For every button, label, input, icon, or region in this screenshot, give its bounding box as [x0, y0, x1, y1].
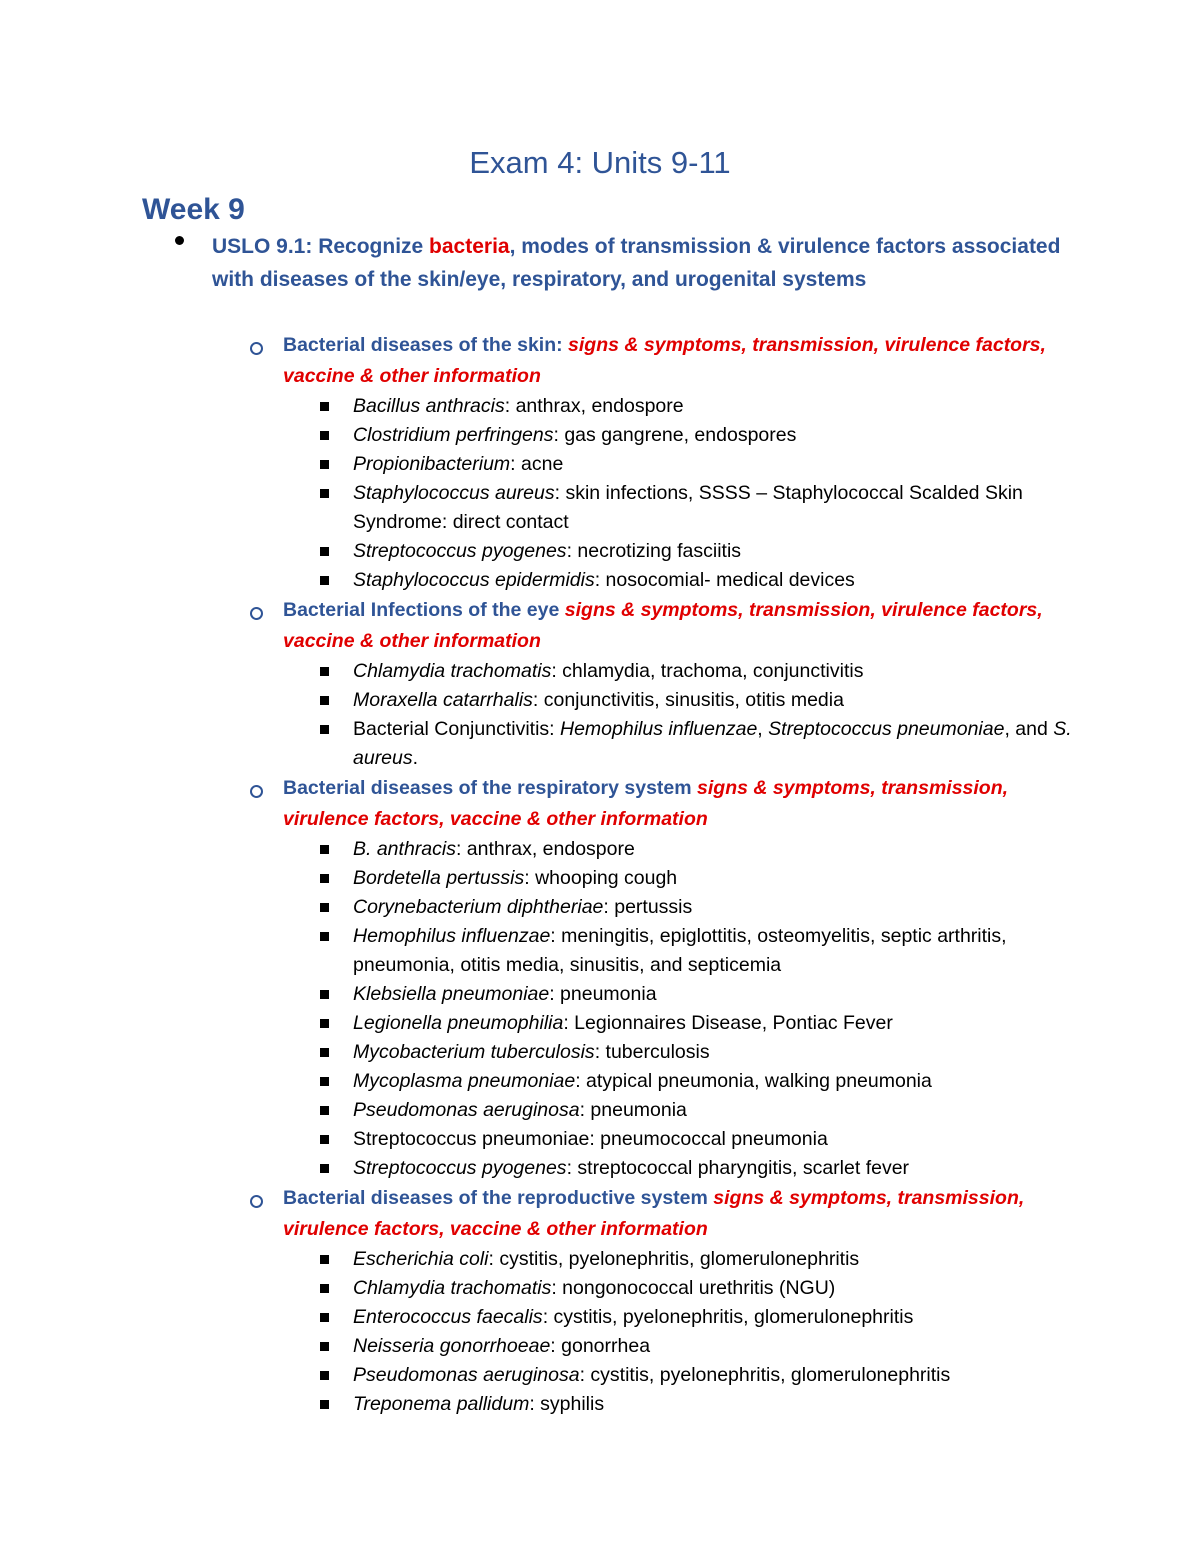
list-item — [353, 686, 1073, 715]
square-bullet-icon — [320, 402, 329, 411]
square-bullet-icon — [320, 547, 329, 556]
section — [0, 330, 1200, 595]
section — [0, 595, 1200, 773]
section-detail: signs & symptoms, transmission, virulence factors, vaccine & other information — [283, 599, 1043, 652]
list-item — [353, 1332, 1073, 1361]
square-bullet-icon — [320, 903, 329, 912]
species-name: Streptococcus pyogenes — [353, 540, 567, 562]
square-bullet-icon — [320, 845, 329, 854]
uslo-highlight: bacteria — [429, 235, 510, 258]
section-heading — [283, 330, 1073, 392]
species-name: Chlamydia trachomatis — [353, 660, 552, 682]
item-description: : whooping cough — [524, 867, 678, 889]
square-bullet-icon — [320, 1313, 329, 1322]
list-item — [353, 715, 1073, 773]
species-name: Legionella pneumophilia — [353, 1012, 564, 1034]
item-description: : meningitis, epiglottitis, osteomyelitis, septic arthritis, pneumonia, otitis media, sinusitis, and septicemia — [353, 925, 1007, 976]
item-description: : cystitis, pyelonephritis, glomerulonephritis — [488, 1248, 860, 1270]
list-item — [353, 1038, 1073, 1067]
item-description: . — [412, 747, 419, 769]
square-bullet-icon — [320, 1164, 329, 1173]
item-description: : tuberculosis — [594, 1041, 710, 1063]
square-bullet-icon — [320, 1284, 329, 1293]
item-list — [0, 835, 1200, 1183]
uslo-suffix: , modes of transmission & virulence factors associated with diseases of the skin/eye, respiratory, and urogenital systems — [212, 235, 1061, 291]
species-name: Moraxella catarrhalis — [353, 689, 533, 711]
item-description: : skin infections, SSSS – Staphylococcal Scalded Skin Syndrome: direct contact — [353, 482, 1023, 533]
square-bullet-icon — [320, 576, 329, 585]
species-name: Treponema pallidum — [353, 1393, 530, 1415]
list-item — [353, 1154, 1073, 1183]
square-bullet-icon — [320, 489, 329, 498]
list-item — [353, 537, 1073, 566]
species-name: Hemophilus influenzae — [560, 718, 758, 740]
item-description: : syphilis — [529, 1393, 605, 1415]
item-description: : gas gangrene, endospores — [553, 424, 797, 446]
square-bullet-icon — [320, 1019, 329, 1028]
species-name: Mycobacterium tuberculosis — [353, 1041, 595, 1063]
list-item — [353, 1274, 1073, 1303]
species-name: Streptococcus pyogenes — [353, 1157, 567, 1179]
list-item — [353, 1125, 1073, 1154]
item-description: : cystitis, pyelonephritis, glomerulonephritis — [542, 1306, 914, 1328]
list-item — [353, 566, 1073, 595]
species-name: B. anthracis — [353, 838, 456, 860]
section-title: Bacterial Infections of the eye — [283, 599, 565, 621]
item-prefix: Bacterial Conjunctivitis: — [353, 718, 560, 740]
item-description: : gonorrhea — [550, 1335, 651, 1357]
section-title: Bacterial diseases of the respiratory system — [283, 777, 698, 799]
square-bullet-icon — [320, 725, 329, 734]
sections-list — [0, 330, 1200, 1419]
species-name: Staphylococcus aureus — [353, 482, 555, 504]
item-list — [0, 657, 1200, 773]
square-bullet-icon — [320, 431, 329, 440]
section-detail: signs & symptoms, transmission, virulence factors, vaccine & other information — [283, 777, 1009, 830]
square-bullet-icon — [320, 990, 329, 999]
item-description: : streptococcal pharyngitis, scarlet fever — [566, 1157, 910, 1179]
item-description: : anthrax, endospore — [504, 395, 684, 417]
square-bullet-icon — [320, 1342, 329, 1351]
section-title: Bacterial diseases of the reproductive system — [283, 1187, 714, 1209]
species-name: Neisseria gonorrhoeae — [353, 1335, 551, 1357]
item-description: : pneumonia — [549, 983, 657, 1005]
species-name: Escherichia coli — [353, 1248, 489, 1270]
item-description: : nosocomial- medical devices — [594, 569, 855, 591]
item-description: : atypical pneumonia, walking pneumonia — [575, 1070, 932, 1092]
item-description: : chlamydia, trachoma, conjunctivitis — [551, 660, 864, 682]
square-bullet-icon — [320, 1077, 329, 1086]
square-bullet-icon — [320, 667, 329, 676]
week-heading: Week 9 — [142, 193, 245, 226]
species-name: Pseudomonas aeruginosa — [353, 1364, 580, 1386]
item-separator: , and — [1004, 718, 1054, 740]
item-description: : cystitis, pyelonephritis, glomerulonephritis — [579, 1364, 951, 1386]
square-bullet-icon — [320, 1048, 329, 1057]
page-title: Exam 4: Units 9-11 — [469, 145, 731, 180]
species-name: Bacillus anthracis — [353, 395, 505, 417]
list-item — [353, 922, 1073, 980]
species-name: Chlamydia trachomatis — [353, 1277, 552, 1299]
section-heading — [283, 773, 1073, 835]
species-name: Streptococcus pneumoniae — [768, 718, 1005, 740]
item-description: : Legionnaires Disease, Pontiac Fever — [563, 1012, 893, 1034]
item-description: : necrotizing fasciitis — [566, 540, 742, 562]
item-description: : pneumonia — [579, 1099, 687, 1121]
square-bullet-icon — [320, 1255, 329, 1264]
circle-bullet-icon — [250, 342, 263, 355]
square-bullet-icon — [320, 1135, 329, 1144]
section — [0, 773, 1200, 1183]
uslo-prefix: USLO 9.1: Recognize — [212, 235, 430, 258]
species-name: Klebsiella pneumoniae — [353, 983, 550, 1005]
list-item — [353, 1245, 1073, 1274]
list-item — [353, 864, 1073, 893]
species-name: Corynebacterium diphtheriae — [353, 896, 604, 918]
square-bullet-icon — [320, 1371, 329, 1380]
item-description: : pertussis — [603, 896, 693, 918]
list-item — [353, 1303, 1073, 1332]
list-item — [353, 1009, 1073, 1038]
list-item — [353, 479, 1073, 537]
species-name: Enterococcus faecalis — [353, 1306, 543, 1328]
bullet-dot-icon — [175, 236, 184, 245]
list-item — [353, 1096, 1073, 1125]
item-list — [0, 1245, 1200, 1419]
section-heading — [283, 1183, 1073, 1245]
section-detail: signs & symptoms, transmission, virulence factors, vaccine & other information — [283, 334, 1046, 387]
square-bullet-icon — [320, 874, 329, 883]
section-detail: signs & symptoms, transmission, virulence factors, vaccine & other information — [283, 1187, 1025, 1240]
list-item — [353, 980, 1073, 1009]
item-description: : anthrax, endospore — [455, 838, 635, 860]
square-bullet-icon — [320, 460, 329, 469]
item-description: : acne — [510, 453, 564, 475]
species-name: S. aureus — [353, 718, 1072, 769]
list-item — [353, 1390, 1073, 1419]
item-description: : nongonococcal urethritis (NGU) — [551, 1277, 836, 1299]
section — [0, 1183, 1200, 1419]
uslo-objective — [212, 230, 1092, 296]
square-bullet-icon — [320, 1400, 329, 1409]
list-item — [353, 392, 1073, 421]
item-list — [0, 392, 1200, 595]
item-prefix: Streptococcus pneumoniae: pneumococcal pneumonia — [353, 1128, 828, 1150]
species-name: Pseudomonas aeruginosa — [353, 1099, 580, 1121]
square-bullet-icon — [320, 932, 329, 941]
list-item — [353, 657, 1073, 686]
species-name: Bordetella pertussis — [353, 867, 525, 889]
list-item — [353, 893, 1073, 922]
item-description: : conjunctivitis, sinusitis, otitis media — [532, 689, 844, 711]
list-item — [353, 1067, 1073, 1096]
list-item — [353, 835, 1073, 864]
species-name: Hemophilus influenzae — [353, 925, 551, 947]
species-name: Mycoplasma pneumoniae — [353, 1070, 576, 1092]
species-name: Staphylococcus epidermidis — [353, 569, 595, 591]
item-separator: , — [757, 718, 769, 740]
list-item — [353, 450, 1073, 479]
species-name: Propionibacterium — [353, 453, 511, 475]
circle-bullet-icon — [250, 785, 263, 798]
list-item — [353, 1361, 1073, 1390]
section-heading — [283, 595, 1073, 657]
square-bullet-icon — [320, 1106, 329, 1115]
circle-bullet-icon — [250, 1195, 263, 1208]
species-name: Clostridium perfringens — [353, 424, 554, 446]
square-bullet-icon — [320, 696, 329, 705]
circle-bullet-icon — [250, 607, 263, 620]
section-title: Bacterial diseases of the skin: — [283, 334, 569, 356]
list-item — [353, 421, 1073, 450]
